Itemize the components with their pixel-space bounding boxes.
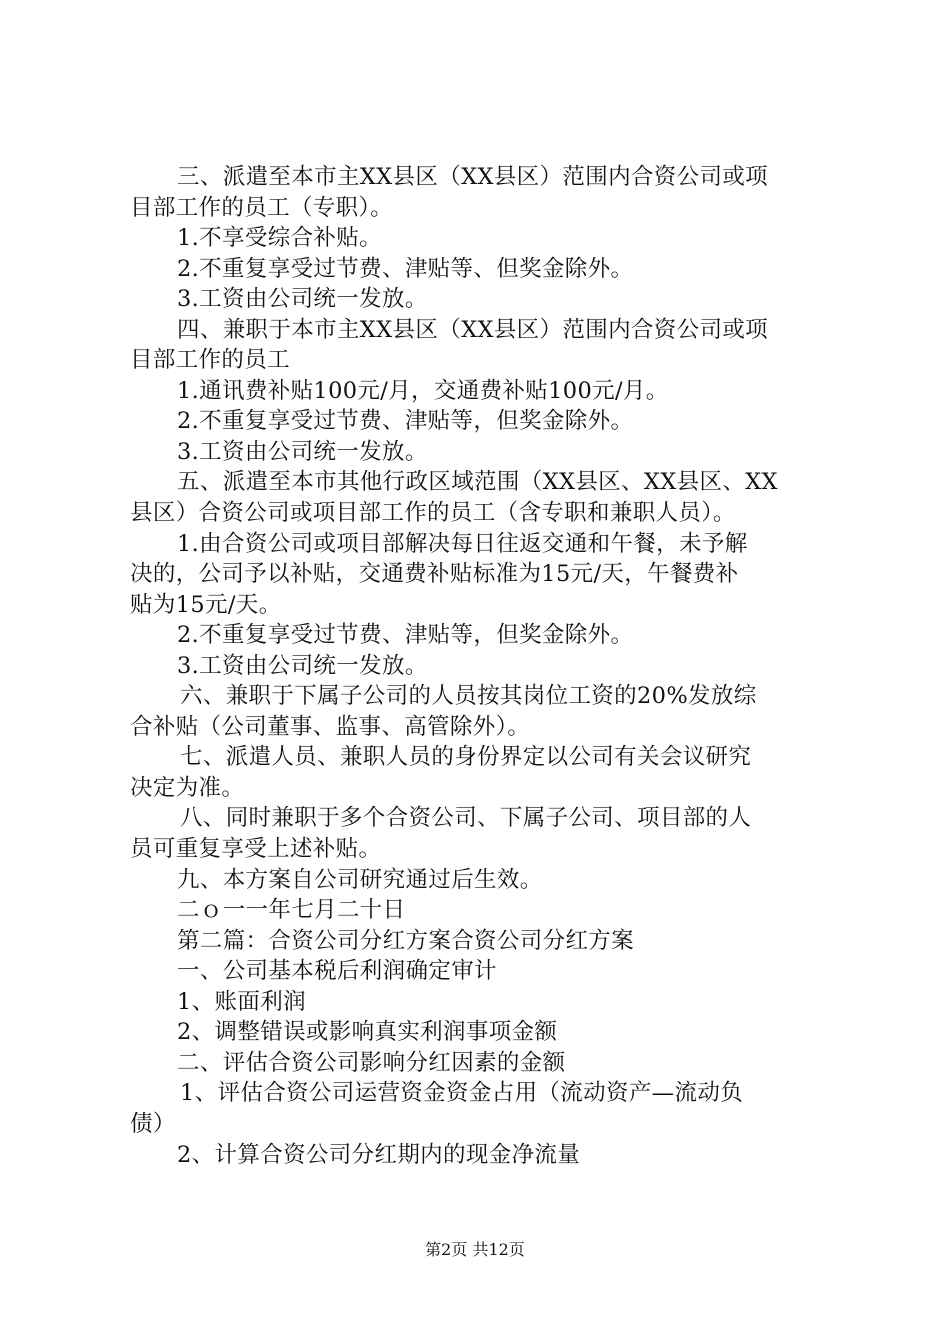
section-7-paragraph: 七、派遣人员、兼职人员的身份界定以公司有关会议研究: [180, 744, 752, 771]
section-5-item-2: 2.不重复享受过节费、津贴等，但奖金除外。: [177, 622, 634, 649]
section-5-item-1-cont-1: 决的，公司予以补贴，交通费补贴标准为15元/天，午餐费补: [130, 561, 739, 588]
part-2-section-2-item-1: 1、评估合资公司运营资金资金占用（流动资产—流动负: [180, 1080, 744, 1107]
document-body: [130, 162, 842, 1170]
section-4-heading: 四、兼职于本市主XX县区（XX县区）范围内合资公司或项: [177, 316, 769, 343]
section-3-item-1: 1.不享受综合补贴。: [177, 225, 382, 252]
section-5-item-3: 3.工资由公司统一发放。: [177, 652, 428, 679]
section-5-heading: 五、派遣至本市其他行政区域范围（XX县区、XX县区、XX: [177, 469, 778, 496]
section-4-item-1: 1.通讯费补贴100元/月，交通费补贴100元/月。: [177, 377, 669, 404]
section-5-heading-cont: 县区）合资公司或项目部工作的员工（含专职和兼职人员）。: [130, 500, 736, 527]
section-5-item-1: 1.由合资公司或项目部解决每日往返交通和午餐，未予解: [177, 530, 748, 557]
section-5-item-1-cont-2: 贴为15元/天。: [130, 591, 282, 618]
section-4-item-3: 3.工资由公司统一发放。: [177, 438, 428, 465]
section-9-paragraph: 九、本方案自公司研究通过后生效。: [177, 866, 543, 893]
section-8-paragraph-cont: 员可重复享受上述补贴。: [130, 836, 382, 863]
part-2-section-1-heading: 一、公司基本税后利润确定审计: [177, 958, 497, 985]
section-4-heading-cont: 目部工作的员工: [130, 347, 290, 374]
part-2-section-1-item-1: 1、账面利润: [177, 988, 306, 1015]
section-3-heading-cont: 目部工作的员工（专职）。: [130, 194, 393, 221]
section-4-item-2: 2.不重复享受过节费、津贴等，但奖金除外。: [177, 408, 634, 435]
section-7-paragraph-cont: 决定为准。: [130, 774, 245, 801]
section-6-paragraph-cont: 合补贴（公司董事、监事、高管除外）。: [130, 713, 531, 740]
part-2-section-2-heading: 二、评估合资公司影响分红因素的金额: [177, 1049, 566, 1076]
part-2-section-2-item-1-cont: 债）: [130, 1110, 176, 1137]
document-date: 二ｏ一一年七月二十日: [177, 897, 406, 924]
section-8-paragraph: 八、同时兼职于多个合资公司、下属子公司、项目部的人: [180, 805, 752, 832]
part-2-section-2-item-2: 2、计算合资公司分红期内的现金净流量: [177, 1141, 581, 1168]
section-3-item-3: 3.工资由公司统一发放。: [177, 286, 428, 313]
section-3-item-2: 2.不重复享受过节费、津贴等、但奖金除外。: [177, 255, 634, 282]
part-2-title: 第二篇：合资公司分红方案合资公司分红方案: [177, 927, 635, 954]
part-2-section-1-item-2: 2、调整错误或影响真实利润事项金额: [177, 1019, 558, 1046]
page-number-footer: 第2页 共12页: [425, 1240, 525, 1259]
section-3-heading: 三、派遣至本市主XX县区（XX县区）范围内合资公司或项: [177, 164, 769, 190]
section-6-paragraph: 六、兼职于下属子公司的人员按其岗位工资的20%发放综: [180, 683, 757, 710]
